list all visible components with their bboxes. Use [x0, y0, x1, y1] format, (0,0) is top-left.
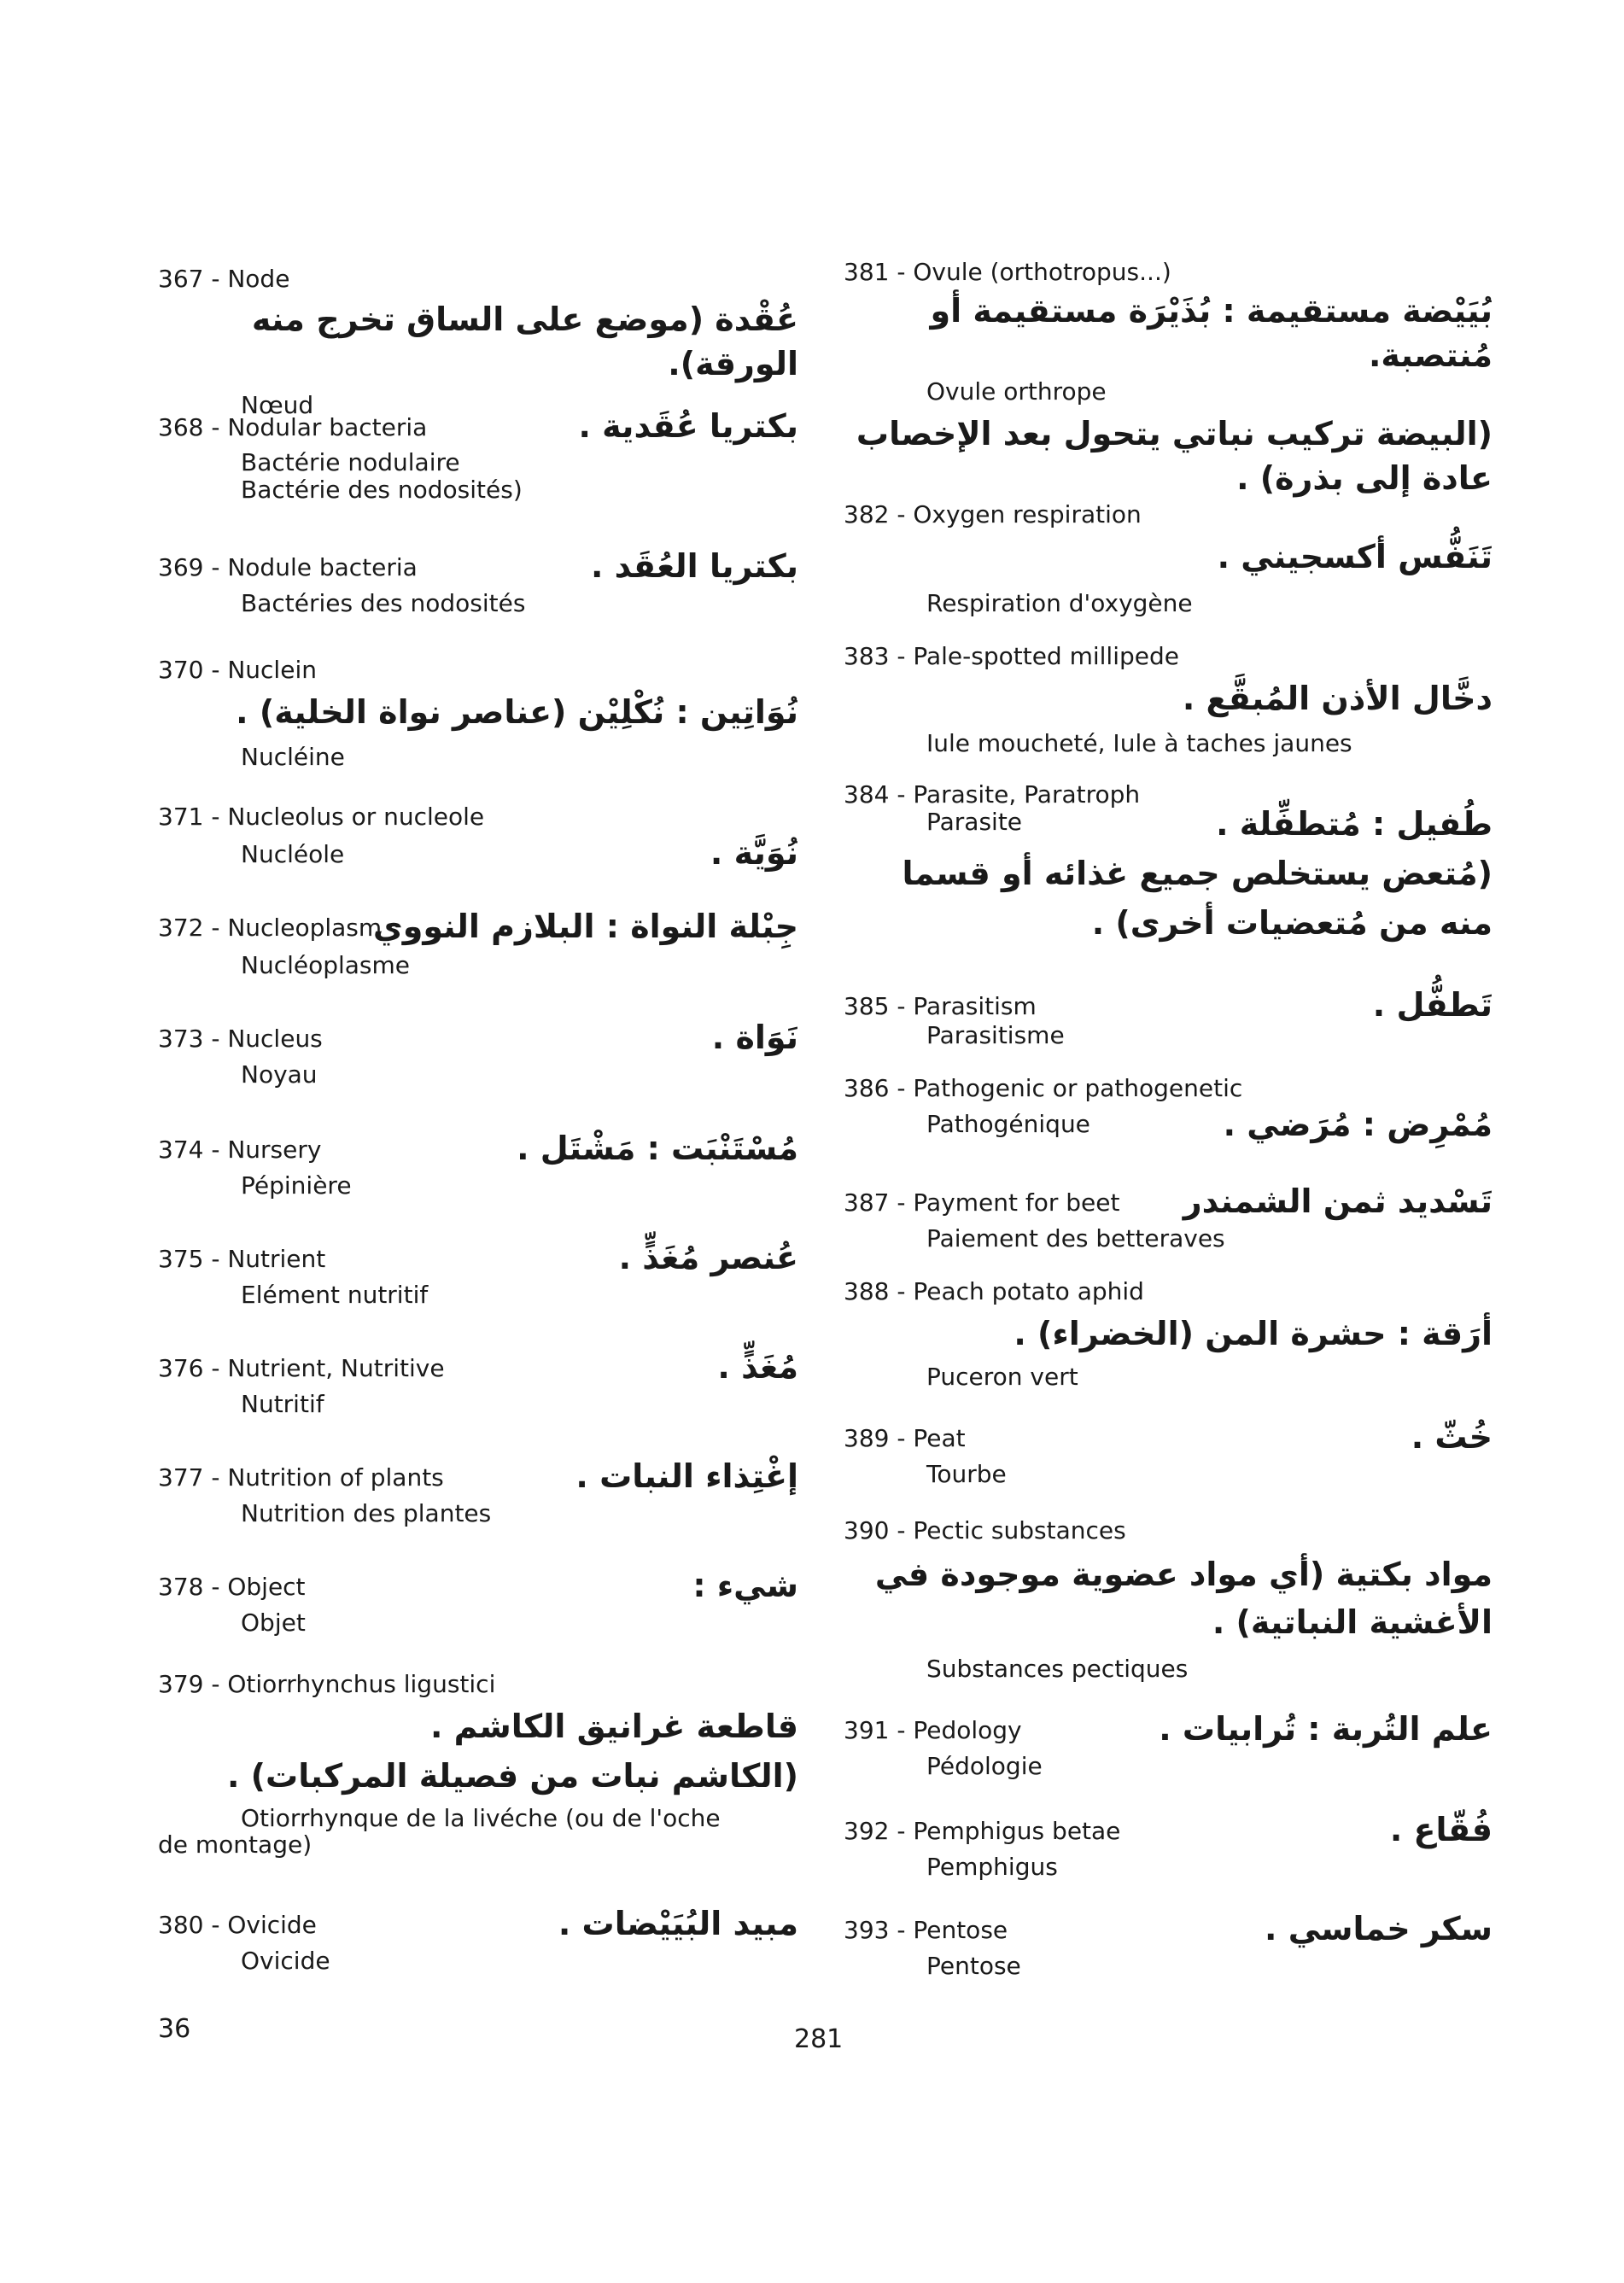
entry-375 — [158, 1238, 798, 1310]
entry-arabic: سكر خماسي . — [1265, 1910, 1493, 1947]
entry-term: 378 - Object — [158, 1573, 306, 1601]
entry-377 — [158, 1457, 798, 1528]
entry-387 — [844, 1182, 1493, 1253]
entry-term: 393 - Pentose — [844, 1916, 1008, 1944]
entry-term: 382 - Oxygen respiration — [844, 500, 1142, 528]
entry-arabic: قاطعة غرانيق الكاشم . — [429, 1708, 798, 1745]
entry-arabic: بكتريا العُقَد . — [591, 547, 798, 585]
entry-term: 368 - Nodular bacteria — [158, 413, 428, 441]
entry-arabic: تَطفُّل . — [1372, 986, 1493, 1024]
entry-french: Tourbe — [926, 1460, 1007, 1488]
entry-arabic: شيء : — [692, 1567, 798, 1604]
entry-term: 376 - Nutrient, Nutritive — [158, 1354, 445, 1382]
entry-arabic: دخَّال الأذن المُبقَّع . — [1182, 680, 1493, 717]
entry-arabic: جِبْلة النواة : البلازم النووي — [372, 908, 798, 945]
entry-french: Nucléole — [241, 840, 345, 868]
entry-french: Nutritif — [241, 1390, 324, 1418]
entry-french: Nucléine — [241, 743, 345, 771]
entry-arabic: مبيد البُيَيْضات . — [558, 1905, 798, 1942]
entry-french: Elément nutritif — [241, 1281, 429, 1309]
entry-arabic-2: (البيضة تركيب نباتي يتحول بعد الإخصاب عادة إلى بذرة) . — [856, 415, 1493, 497]
entry-french: Bactérie nodulaire — [241, 448, 460, 476]
entry-term: 384 - Parasite, Paratroph — [844, 780, 1141, 809]
entry-390 — [844, 1516, 1493, 1684]
entry-arabic: مواد بكتية (أي مواد عضوية موجودة في الأغشية النباتية) . — [874, 1556, 1493, 1641]
entry-393 — [844, 1909, 1493, 1981]
entry-arabic: مُغَذٍّ . — [717, 1348, 798, 1386]
entry-french: Otiorrhynque de la livéche (ou de l'oche — [241, 1804, 721, 1832]
entry-french: Parasitisme — [926, 1021, 1065, 1049]
entry-arabic: نُوَاتِين : نُكْلِيْن (عناصر نواة الخلية) . — [236, 693, 798, 731]
entry-term: 389 - Peat — [844, 1424, 966, 1452]
entry-381 — [844, 258, 1493, 500]
entry-term: 381 - Ovule (orthotropus...) — [844, 258, 1171, 286]
entry-372 — [158, 907, 798, 980]
entry-arabic: بُيَيْضة مستقيمة : بُذَيْرَة مستقيمة أو مُنتصبة. — [930, 292, 1493, 374]
entry-french: Nœud — [241, 391, 314, 419]
entry-392 — [844, 1810, 1493, 1882]
entry-french: Iule moucheté, Iule à taches jaunes — [926, 729, 1352, 757]
entry-french: Puceron vert — [926, 1363, 1078, 1391]
entry-arabic: نَوَاة . — [711, 1019, 798, 1056]
entry-term: 392 - Pemphigus betae — [844, 1817, 1121, 1845]
entry-term: 391 - Pedology — [844, 1716, 1022, 1744]
entry-389 — [844, 1417, 1493, 1489]
entry-388 — [844, 1277, 1493, 1392]
entry-367 — [158, 265, 798, 420]
entry-arabic: إغْتِذاء النبات . — [575, 1457, 798, 1495]
entry-arabic: مُمْرِض : مُرَضي . — [1223, 1106, 1493, 1143]
entry-arabic: خُثّ . — [1411, 1418, 1493, 1456]
entry-french-2: de montage) — [158, 1830, 313, 1859]
entry-term: 372 - Nucleoplasm — [158, 914, 383, 942]
entry-term: 374 - Nursery — [158, 1136, 322, 1164]
entry-373 — [158, 1018, 798, 1089]
entry-term: 380 - Ovicide — [158, 1911, 317, 1939]
entry-french: Respiration d'oxygène — [926, 589, 1193, 617]
entry-arabic: تَسْديد ثمن الشمندر — [1183, 1182, 1493, 1220]
entry-368 — [158, 406, 798, 504]
entry-370 — [158, 656, 798, 772]
entry-term: 375 - Nutrient — [158, 1245, 326, 1273]
entry-term: 377 - Nutrition of plants — [158, 1463, 444, 1492]
entry-383 — [844, 642, 1493, 758]
entry-arabic: طُفيل : مُتطفِّلة . — [1216, 805, 1493, 843]
entry-french: Objet — [241, 1609, 306, 1637]
entry-french: Ovicide — [241, 1947, 330, 1975]
entry-376 — [158, 1347, 798, 1419]
entry-arabic: فُقّاع . — [1389, 1811, 1493, 1848]
entry-term: 386 - Pathogenic or pathogenetic — [844, 1074, 1243, 1102]
entry-term: 369 - Nodule bacteria — [158, 553, 418, 581]
entry-382 — [844, 500, 1493, 618]
entry-380 — [158, 1904, 798, 1976]
entry-french: Bactéries des nodosités — [241, 589, 526, 617]
entry-371 — [158, 803, 798, 873]
entry-term: 385 - Parasitism — [844, 992, 1037, 1020]
page-number-left: 36 — [158, 2014, 191, 2044]
entry-arabic: نُوَيَّة . — [710, 834, 798, 872]
entry-386 — [844, 1074, 1493, 1144]
entry-arabic: أرَقة : حشرة المن (الخضراء) . — [1014, 1315, 1493, 1352]
entry-term: 383 - Pale-spotted millipede — [844, 642, 1179, 670]
entry-french: Pathogénique — [926, 1110, 1090, 1138]
entry-french: Noyau — [241, 1060, 318, 1089]
entry-term: 367 - Node — [158, 265, 290, 293]
entry-term: 390 - Pectic substances — [844, 1516, 1126, 1544]
entry-term: 388 - Peach potato aphid — [844, 1277, 1144, 1305]
entry-arabic-2: (الكاشم نبات من فصيلة المركبات) . — [227, 1757, 798, 1795]
entry-arabic: علم التُربة : تُرابيات . — [1159, 1710, 1493, 1748]
entry-french: Pédologie — [926, 1752, 1043, 1780]
entry-french: Paiement des betteraves — [926, 1224, 1225, 1252]
entry-arabic-2: (مُتعض يستخلص جميع غذائه أو قسما منه من مُتعضيات أخرى) . — [902, 855, 1493, 942]
entry-379 — [158, 1670, 798, 1858]
entry-term: 371 - Nucleolus or nucleole — [158, 803, 485, 831]
entry-term: 370 - Nuclein — [158, 656, 317, 684]
entry-french: Substances pectiques — [926, 1655, 1189, 1683]
entry-arabic: مُسْتَنْبَت : مَشْتَل . — [517, 1130, 798, 1167]
entry-french: Pépinière — [241, 1171, 352, 1200]
entry-french: Parasite — [926, 808, 1023, 836]
entry-385 — [844, 985, 1493, 1050]
entry-arabic: بكتريا عُقَدية . — [578, 407, 798, 445]
entry-374 — [158, 1129, 798, 1200]
entry-french: Pentose — [926, 1952, 1021, 1980]
entry-369 — [158, 546, 798, 618]
entry-arabic: عُقْدة (موضع على الساق تخرج منه الورقة). — [251, 301, 798, 382]
entry-arabic: عُنصر مُغَذٍّ . — [618, 1239, 798, 1276]
entry-french: Nutrition des plantes — [241, 1499, 492, 1527]
entry-term: 379 - Otiorrhynchus ligustici — [158, 1670, 496, 1698]
entry-french-2: Bactérie des nodosités) — [241, 476, 523, 504]
entry-378 — [158, 1566, 798, 1638]
page-number-center: 281 — [794, 2024, 844, 2054]
entry-french: Nucléoplasme — [241, 951, 411, 979]
entry-384 — [844, 780, 1493, 948]
entry-arabic: تَنَفُّس أكسجيني . — [1217, 538, 1493, 575]
entry-term: 373 - Nucleus — [158, 1025, 323, 1053]
entry-french: Ovule orthrope — [926, 377, 1107, 406]
entry-391 — [844, 1709, 1493, 1781]
entry-term: 387 - Payment for beet — [844, 1188, 1120, 1217]
entry-french: Pemphigus — [926, 1853, 1058, 1881]
